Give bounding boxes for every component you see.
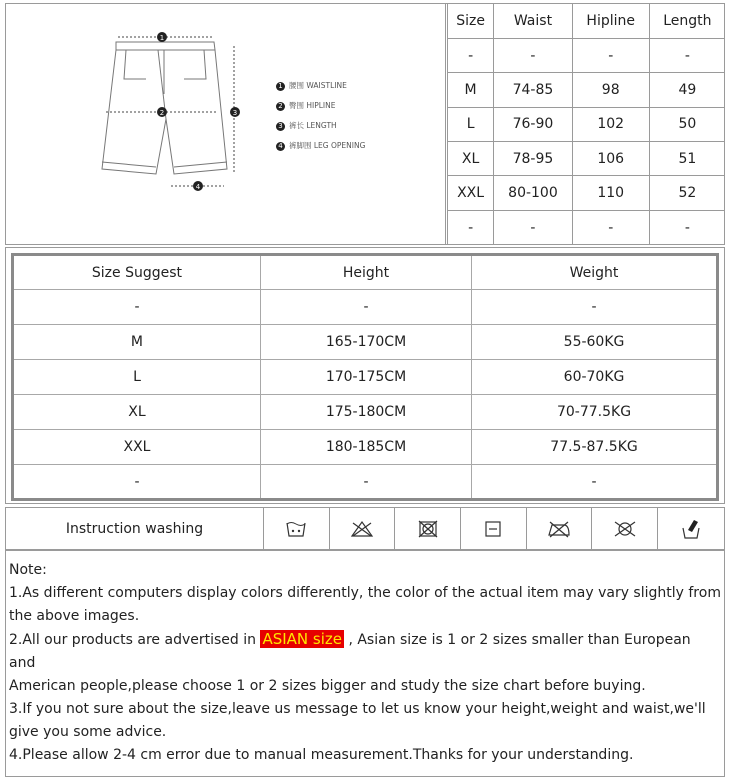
- shorts-illustration: [6, 4, 446, 244]
- table-row: [13, 395, 718, 430]
- header-cell: Weight: [472, 255, 718, 290]
- table-cell: 60-70KG: [472, 360, 718, 395]
- washing-label: Instruction washing: [6, 508, 264, 549]
- table-row: [13, 290, 718, 325]
- line-dry-icon: [461, 508, 527, 549]
- note-2-line-2: American people,please choose 1 or 2 sizes bigger and study the size chart before buying.: [9, 678, 646, 694]
- notes-section: [5, 550, 725, 777]
- note-1: 1.As different computers display colors differently, the color of the actual item may vary slightly from the above images.: [9, 585, 721, 624]
- hand-wash-icon: [658, 508, 724, 549]
- table-row: [13, 430, 718, 465]
- legend-hipline: 2 臀围 HIPLINE: [276, 100, 336, 111]
- table-cell: L: [448, 107, 494, 141]
- table-cell: 55-60KG: [472, 325, 718, 360]
- table-cell: 77.5-87.5KG: [472, 430, 718, 465]
- table-cell: -: [472, 290, 718, 325]
- table-row: [13, 360, 718, 395]
- note-2-prefix: 2.All our products are advertised in: [9, 632, 261, 648]
- table-cell: 74-85: [494, 73, 573, 107]
- notes-title: Note:: [9, 562, 47, 578]
- table-cell: -: [448, 38, 494, 72]
- table-header-row: [13, 255, 718, 290]
- table-cell: -: [494, 210, 573, 244]
- table-cell: -: [649, 210, 725, 244]
- size-measurement-table: [447, 4, 725, 245]
- table-row: [448, 38, 726, 72]
- table-row: [13, 325, 718, 360]
- size-suggest-panel: [5, 247, 725, 504]
- marker-4: 4: [195, 183, 201, 191]
- table-cell: 51: [649, 142, 725, 176]
- note-2-suffix: , Asian size is 1 or 2 sizes smaller than European and: [9, 632, 691, 671]
- legend-leg-opening: 4 裤脚围 LEG OPENING: [276, 140, 365, 151]
- asian-size-highlight: ASIAN size: [262, 630, 342, 648]
- table-cell: -: [494, 38, 573, 72]
- table-row: [448, 142, 726, 176]
- table-cell: 80-100: [494, 176, 573, 210]
- marker-3: 3: [232, 109, 238, 117]
- header-cell: Size Suggest: [13, 255, 261, 290]
- table-cell: -: [13, 465, 261, 500]
- table-cell: L: [13, 360, 261, 395]
- no-bleach-icon: [330, 508, 396, 549]
- table-cell: XL: [13, 395, 261, 430]
- table-cell: XXL: [13, 430, 261, 465]
- size-chart-top: [5, 3, 725, 245]
- legend-waistline: 1 腰围 WAISTLINE: [276, 80, 347, 91]
- table-cell: 78-95: [494, 142, 573, 176]
- washing-instructions-row: [5, 507, 725, 550]
- size-suggest-table: [11, 253, 719, 501]
- table-cell: XL: [448, 142, 494, 176]
- table-row: [448, 107, 726, 141]
- table-row: [448, 210, 726, 244]
- table-cell: 170-175CM: [260, 360, 471, 395]
- table-cell: M: [448, 73, 494, 107]
- header-cell: Size: [448, 4, 494, 38]
- marker-1: 1: [159, 34, 165, 42]
- no-iron-icon: [527, 508, 593, 549]
- shorts-diagram: [6, 4, 446, 244]
- header-cell: Waist: [494, 4, 573, 38]
- table-cell: 175-180CM: [260, 395, 471, 430]
- table-cell: 52: [649, 176, 725, 210]
- header-cell: Hipline: [572, 4, 649, 38]
- table-cell: 98: [572, 73, 649, 107]
- table-row: [448, 73, 726, 107]
- table-cell: -: [572, 210, 649, 244]
- marker-2: 2: [159, 109, 165, 117]
- table-row: [448, 176, 726, 210]
- header-cell: Height: [260, 255, 471, 290]
- table-cell: 106: [572, 142, 649, 176]
- table-cell: 49: [649, 73, 725, 107]
- table-cell: XXL: [448, 176, 494, 210]
- note-4: 4.Please allow 2-4 cm error due to manual measurement.Thanks for your understanding.: [9, 747, 634, 763]
- no-dry-clean-icon: [592, 508, 658, 549]
- table-cell: -: [572, 38, 649, 72]
- table-cell: -: [13, 290, 261, 325]
- table-cell: 70-77.5KG: [472, 395, 718, 430]
- table-cell: 110: [572, 176, 649, 210]
- table-cell: -: [260, 290, 471, 325]
- table-cell: 180-185CM: [260, 430, 471, 465]
- legend-length: 3 裤长 LENGTH: [276, 120, 337, 131]
- wash-30-icon: [264, 508, 330, 549]
- table-cell: 76-90: [494, 107, 573, 141]
- table-cell: 165-170CM: [260, 325, 471, 360]
- table-row: [13, 465, 718, 500]
- table-header-row: [448, 4, 726, 38]
- note-2: [9, 628, 721, 675]
- table-cell: -: [649, 38, 725, 72]
- table-cell: -: [448, 210, 494, 244]
- table-cell: -: [260, 465, 471, 500]
- table-cell: 102: [572, 107, 649, 141]
- table-cell: 50: [649, 107, 725, 141]
- header-cell: Length: [649, 4, 725, 38]
- table-cell: -: [472, 465, 718, 500]
- table-cell: M: [13, 325, 261, 360]
- no-tumble-dry-icon: [395, 508, 461, 549]
- note-3: 3.If you not sure about the size,leave us message to let us know your height,weight and waist,we'll give you some advice.: [9, 701, 706, 740]
